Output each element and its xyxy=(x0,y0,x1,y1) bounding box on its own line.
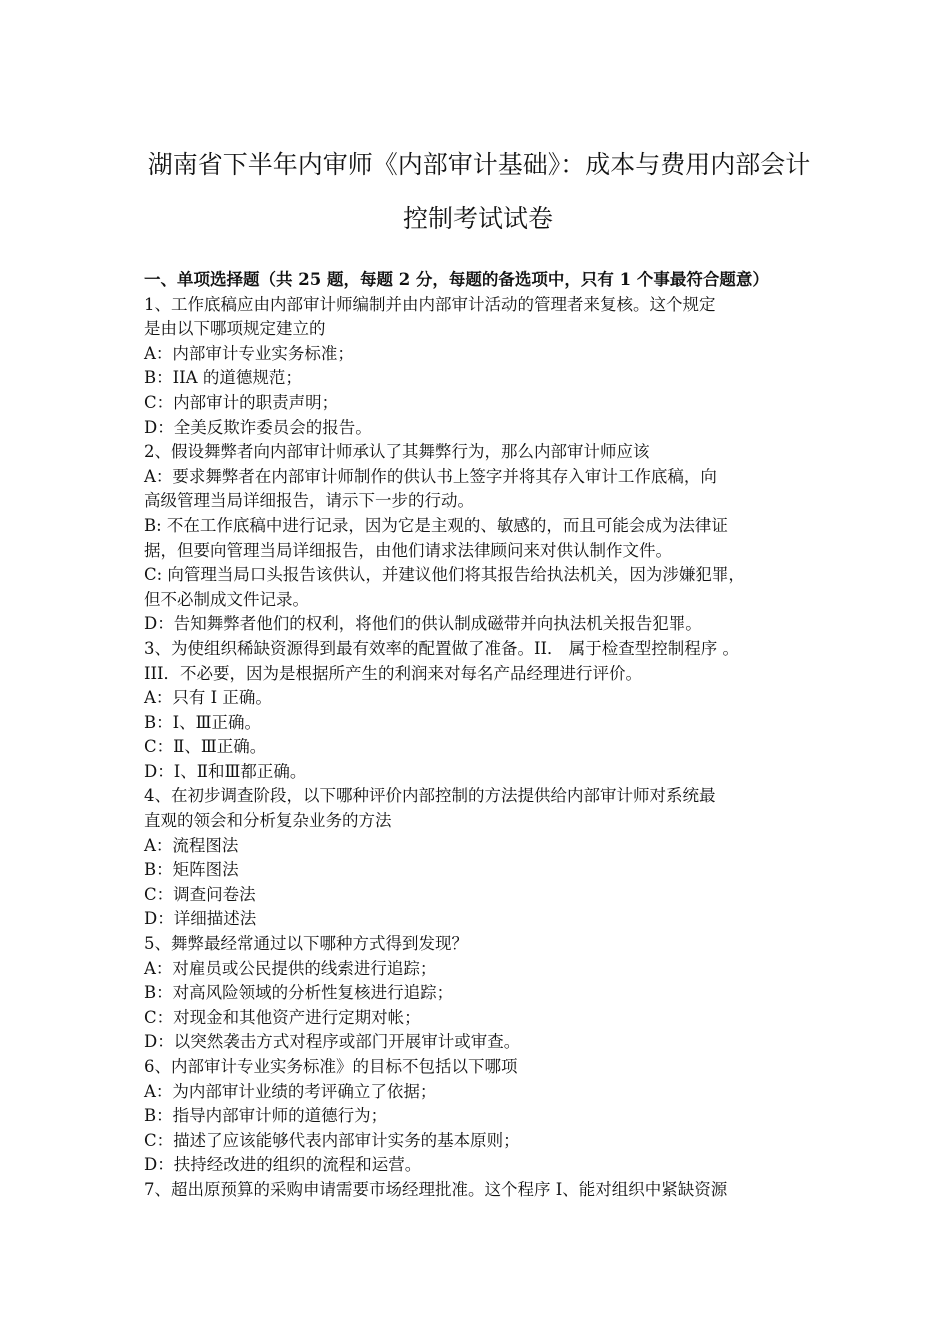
text-line: D：告知舞弊者他们的权利，将他们的供认制成磁带并向执法机关报告犯罪。 xyxy=(144,614,702,634)
text-line: B：IIA 的道德规范； xyxy=(144,368,302,388)
text-line: A：内部审计专业实务标准； xyxy=(144,343,354,363)
section-heading: 一、单项选择题（共 25 题，每题 2 分，每题的备选项中，只有 1 个事最符合题意） xyxy=(144,270,769,289)
text-line: B: 不在工作底稿中进行记录，因为它是主观的、敏感的，而且可能会成为法律证 xyxy=(144,515,728,535)
text-line: C：对现金和其他资产进行定期对帐； xyxy=(144,1007,421,1027)
text-line: 是由以下哪项规定建立的 xyxy=(144,319,326,339)
text-line: 高级管理当局详细报告，请示下一步的行动。 xyxy=(144,491,474,511)
text-line: C: 向管理当局口头报告该供认，并建议他们将其报告给执法机关，因为涉嫌犯罪， xyxy=(144,565,745,585)
text-line: A：只有 I 正确。 xyxy=(144,688,272,708)
text-line: B：I、Ⅲ正确。 xyxy=(144,712,262,732)
text-line: 2、假设舞弊者向内部审计师承认了其舞弊行为，那么内部审计师应该 xyxy=(144,442,650,462)
text-line: A：对雇员或公民提供的线索进行追踪； xyxy=(144,958,437,978)
text-line: C：调查问卷法 xyxy=(144,884,256,904)
text-line: A：为内部审计业绩的考评确立了依据； xyxy=(144,1081,437,1101)
text-line: III．不必要，因为是根据所产生的利润来对每名产品经理进行评价。 xyxy=(144,663,643,683)
text-line: C：Ⅱ、Ⅲ正确。 xyxy=(144,737,267,757)
text-line: 7、超出原预算的采购申请需要市场经理批准。这个程序 I、能对组织中紧缺资源 xyxy=(144,1179,728,1199)
text-line: 6、内部审计专业实务标准》的目标不包括以下哪项 xyxy=(144,1057,518,1076)
text-line: D：扶持经改进的组织的流程和运营。 xyxy=(144,1155,422,1175)
text-line: B：矩阵图法 xyxy=(144,860,239,880)
text-line: D：以突然袭击方式对程序或部门开展审计或审查。 xyxy=(144,1032,521,1052)
text-line: C：描述了应该能够代表内部审计实务的基本原则； xyxy=(144,1130,520,1150)
text-line: 4、在初步调查阶段，以下哪种评价内部控制的方法提供给内部审计师对系统最 xyxy=(144,786,716,806)
text-line: A：要求舞弊者在内部审计师制作的供认书上签字并将其存入审计工作底稿，向 xyxy=(144,466,717,486)
text-line: 直观的领会和分析复杂业务的方法 xyxy=(144,811,392,831)
text-line: 据，但要向管理当局详细报告，由他们请求法律顾问来对供认制作文件。 xyxy=(144,540,672,560)
text-line: D：I、Ⅱ和Ⅲ都正确。 xyxy=(144,761,307,781)
text-line: 5、舞弊最经常通过以下哪种方式得到发现？ xyxy=(144,934,468,954)
document-body xyxy=(144,268,812,1203)
text-line: D：全美反欺诈委员会的报告。 xyxy=(144,417,372,437)
text-line: 3、为使组织稀缺资源得到最有效率的配置做了准备。II． 属于检查型控制程序 。 xyxy=(144,638,740,658)
text-line: B：指导内部审计师的道德行为； xyxy=(144,1106,388,1126)
text-line: 1、工作底稿应由内部审计师编制并由内部审计活动的管理者来复核。这个规定 xyxy=(144,294,716,314)
text-line: B：对高风险领域的分析性复核进行追踪； xyxy=(144,983,454,1003)
text-line: D：详细描述法 xyxy=(144,909,257,929)
document-title-line-1: 湖南省下半年内审师《内部审计基础》：成本与费用内部会计 xyxy=(147,150,811,179)
text-line: C：内部审计的职责声明； xyxy=(144,392,339,412)
document-title-line-2: 控制考试试卷 xyxy=(402,204,553,233)
text-line: A：流程图法 xyxy=(144,835,239,855)
text-line: 但不必制成文件记录。 xyxy=(144,589,309,609)
